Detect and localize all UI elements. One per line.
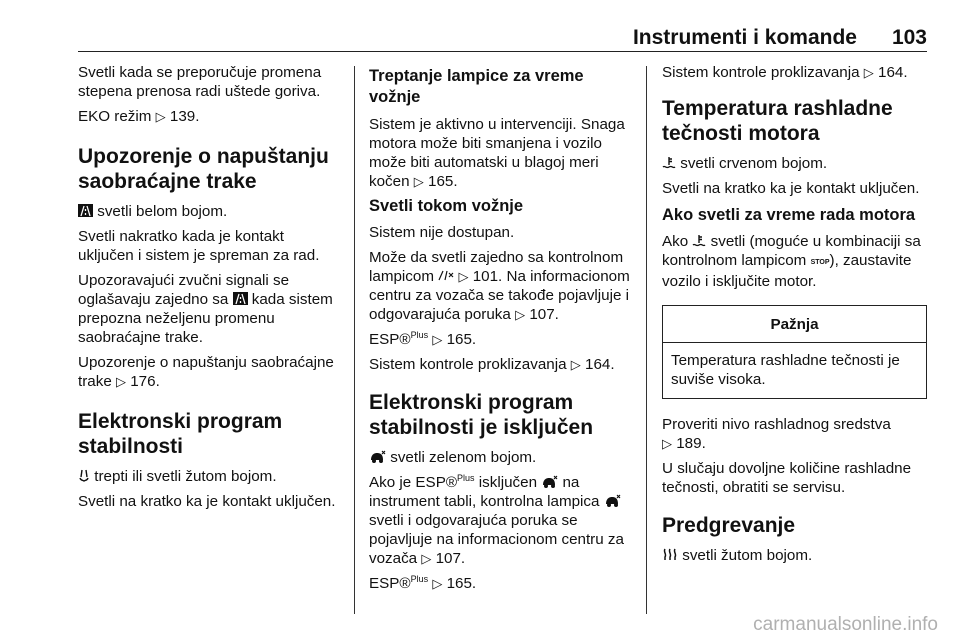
warning-box [662,305,927,399]
reference-arrow-icon: ▷ [432,332,443,347]
esp-off-icon [604,494,621,508]
esp-off-icon [541,475,558,489]
paragraph: Sistem kontrole proklizavanja ▷ 164. [662,64,908,81]
header-title: Instrumenti i komande [632,26,857,49]
paragraph: Svetli kada se preporučuje promena stepena prenosa radi uštede goriva. [78,64,322,100]
paragraph: Sistem kontrole proklizavanja ▷ 164. [369,356,615,373]
column-divider-2 [646,66,647,614]
paragraph: svetli zelenom bojom. [369,448,634,467]
paragraph: Sistem je aktivno u intervenciji. Snaga motora može biti smanjena i vozilo može biti automatski u blagoj meri kočen ▷ 165. [369,116,625,190]
paragraph: EKO režim ▷ 139. [78,108,200,125]
reference-arrow-icon: ▷ [116,374,126,389]
reference-arrow-icon: ▷ [155,109,166,124]
paragraph: U slučaju dovoljne količine rashladne tečnosti, obratiti se servisu. [662,460,912,496]
paragraph: Proveriti nivo rashladnog sredstva ▷ 189. [662,416,891,452]
paragraph: ESP®$^{Plus}$ ▷ 165. [369,573,477,592]
header-divider [78,51,927,52]
paragraph: Svetli na kratko ka je kontakt uključen. [78,493,336,510]
paragraph: Ako svetli (moguće u kombinaciji sa kontrolnom lampicom STOP), zaustavite vozilo i isključite motor. [662,233,921,290]
lane-departure-icon [233,292,248,305]
paragraph: Upozoravajući zvučni signali se oglašavaju zajedno sa kada sistem prepozna neželjenu promenu saobraćajne trake. [78,272,333,346]
subsection-heading: Ako svetli za vreme rada motora [662,206,916,224]
reference-arrow-icon: ▷ [863,65,874,80]
column-divider-1 [354,66,355,614]
page-header [78,26,927,48]
preheating-icon [662,548,678,562]
reference-arrow-icon: ▷ [570,357,581,372]
subsection-heading: Svetli tokom vožnje [369,197,524,215]
reference-arrow-icon: ▷ [413,174,424,189]
column-1 [78,63,340,517]
column-3 [662,63,927,571]
esp-off-icon [369,450,386,464]
paragraph: Ako je ESP®$^{Plus}$ isključen na instrument tabli, kontrolna lampica svetli i odgovarajuća poruka se pojavljuje na informacionom centru za vozača ▷ 107. [369,472,624,567]
reference-arrow-icon: ▷ [421,551,432,566]
paragraph: Svetli nakratko kada je kontakt uključen i sistem je spreman za rad. [78,228,320,264]
column-2 [369,63,634,599]
paragraph: svetli belom bojom. [78,202,340,221]
lane-departure-icon [78,204,93,217]
section-heading: Elektronski program stabilnosti [78,410,283,458]
warning-title: Pažnja [663,306,926,343]
paragraph: svetli žutom bojom. [662,546,927,565]
section-heading: Predgrevanje [662,514,796,537]
section-heading: Temperatura rashladne tečnosti motora [662,97,893,145]
section-heading: Elektronski program stabilnosti je isključen [369,391,594,439]
section-heading: Upozorenje o napuštanju saobraćajne trake [78,145,329,193]
paragraph: Može da svetli zajedno sa kontrolnom lampicom ▷ 101. Na informacionom centru za vozača se takođe pojavljuje i odgovarajuća poruka ▷ 107. [369,249,630,323]
paragraph: Upozorenje o napuštanju saobraćajne trake ▷ 176. [78,354,334,390]
esp-icon [78,469,90,483]
stop-icon: STOP [810,259,830,266]
reference-arrow-icon: ▷ [458,269,469,284]
page-number: 103 [891,26,927,49]
reference-arrow-icon: ▷ [432,576,443,591]
coolant-temperature-icon [692,234,706,248]
warning-text: Temperatura rashladne tečnosti je suviše visoka. [671,352,900,388]
reference-arrow-icon: ▷ [662,436,672,451]
paragraph: svetli crvenom bojom. [662,154,927,173]
reference-arrow-icon: ▷ [515,307,526,322]
paragraph: Sistem nije dostupan. [369,224,515,241]
traction-control-icon [438,269,454,282]
coolant-temperature-icon [662,156,676,170]
subsection-heading: Treptanje lampice za vreme vožnje [369,67,584,106]
paragraph: Svetli na kratko ka je kontakt uključen. [662,180,920,197]
paragraph: ESP®$^{Plus}$ ▷ 165. [369,329,477,348]
watermark: carmanualsonline.info [753,614,938,635]
paragraph: trepti ili svetli žutom bojom. [78,467,340,486]
